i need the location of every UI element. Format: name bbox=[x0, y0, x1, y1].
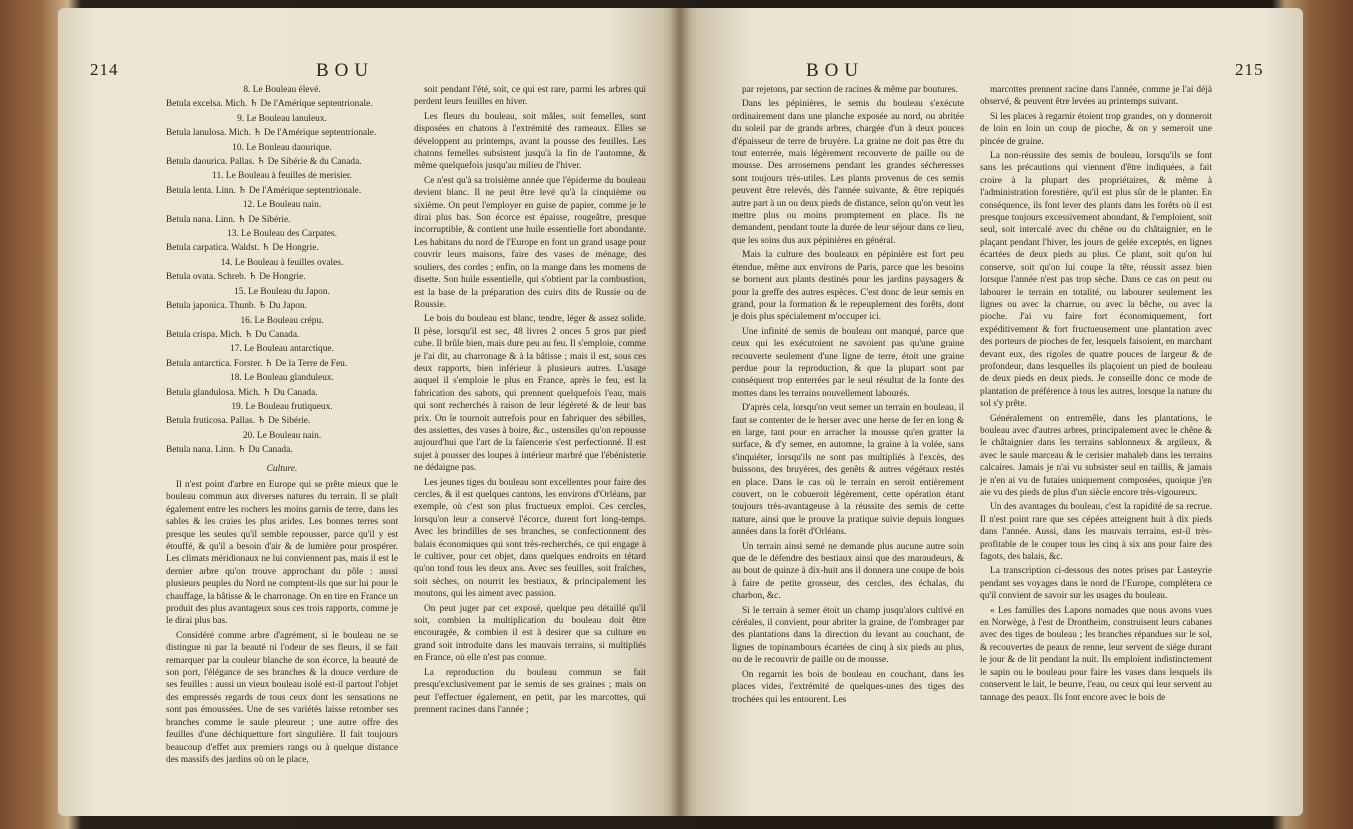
species-entry: Betula crispa. Mich. ♄ Du Canada. bbox=[166, 329, 300, 340]
species-entry: Betula nana. Linn. ♄ Du Canada. bbox=[166, 445, 293, 456]
paragraph: Le bois du bouleau est blanc, tendre, léger & assez solide. Il pèse, lorsqu'il est sec, 48 livres 2 onces 5 gros par pied cube. Il brûle bien, mais dure peu au feu. Il s'emploie, comme je l'ai dit, au charronage & à la bâtisse ; mais il est, sous ces deux rapports, bien inférieur à plusieurs autres. L'usage auquel il s'emploie le plus en France, après le feu, est la fabrication des sabots, qui prennent quelquefois l'eau, mais qui sont recherchés à raison de leur légèreté & de leur bas prix. On le tournoit autrefois pour en fabriquer des sébilles, des assiettes, des vases à boire, &c., ustensiles qu'on repousse aujourd'hui que l'art de la faïencerie s'est perfectionné. Il est sujet à pousser des loupes à intérieur marbré que l'ébénisterie ne dédaigne pas. bbox=[414, 314, 646, 474]
species-entry: Betula excelsa. Mich. ♄ De l'Amérique septentrionale. bbox=[166, 99, 373, 110]
paragraph: On peut juger par cet exposé, quelque peu détaillé qu'il soit, combien la multiplication du bouleau doit être encouragée, & combien il est à desirer que sa culture en grand soit introduite dans les mauvais terrains, si multipliés en France, où elle n'est pas connue. bbox=[414, 603, 646, 664]
left-column-1 bbox=[166, 84, 398, 768]
paragraph: par rejetons, par section de racines & même par boutures. bbox=[742, 85, 958, 95]
species-entry: Betula carpatica. Waldst. ♄ De Hongrie. bbox=[166, 243, 319, 254]
species-entry: Betula lenta. Linn. ♄ De l'Amérique septentrionale. bbox=[166, 185, 362, 196]
species-entry: 8. Le Bouleau élevé. bbox=[243, 85, 321, 95]
species-entry: 11. Le Bouleau à feuilles de merisier. bbox=[212, 171, 352, 182]
book-gutter bbox=[670, 8, 690, 816]
right-running-title: BOU bbox=[806, 60, 865, 81]
species-entry: 15. Le Bouleau du Japon. bbox=[234, 286, 330, 297]
species-entry: 17. Le Bouleau antarctique. bbox=[230, 344, 334, 355]
species-entry: 16. Le Bouleau crépu. bbox=[240, 315, 324, 326]
paragraph: Mais la culture des bouleaux en pépinière est fort peu étendue, même aux environs de Paris, parce que les besoins se bornent aux plants destinés pour les jardins paysagers & pour la greffe des autres espèces. C'est donc de leur semis en grand, pour la formation & le repeuplement des forêts, dont je dois plus spécialement m'occuper ici. bbox=[732, 250, 964, 323]
species-entry: Betula antarctica. Forster. ♄ De la Terre de Feu. bbox=[166, 358, 348, 369]
section-heading: Culture. bbox=[266, 463, 298, 474]
paragraph: marcottes prennent racine dans l'année, comme je l'ai déjà observé, & peuvent être levées au printemps suivant. bbox=[980, 85, 1212, 108]
species-entry: 18. Le Bouleau glanduleux. bbox=[230, 373, 334, 384]
right-page bbox=[680, 8, 1303, 816]
paragraph: Si le terrain à semer étoit un champ jusqu'alors cultivé en céréales, il convient, pour abriter la graine, de l'ombrager par des plantations dans la direction du levant au couchant, de lignes de topinambours écartées de cinq à six pieds au plus, ou de le recouvrir de paille ou de mousse. bbox=[732, 605, 964, 666]
paragraph: Un des avantages du bouleau, c'est la rapidité de sa recrue. Il n'est point rare que ses cépées atteignent huit à dix pieds dans l'année. Aussi, dans les mauvais terrains, est-il très-profitable de le couper tous les cinq à six ans pour faire des fagots, des balais, &c. bbox=[980, 502, 1212, 563]
species-entry: 19. Le Bouleau frutiqueux. bbox=[231, 401, 333, 412]
left-page bbox=[58, 8, 680, 816]
paragraph: « Les familles des Lapons nomades que nous avons vues en Norwège, à l'est de Drontheim, construisent leurs cabanes avec des tiges de bouleau ; les branches répandues sur le sol, & recouvertes de peaux de renne, leur servent de siége durant le jour & de lit pendant la nuit. Ils emploient indistinctement le sapin ou le bouleau pour faire les vases dans lesquels ils conservent le lait, le beurre, l'eau, ou ceux qui leur servent au tannage des peaux. Ils font encore avec le bois de bbox=[980, 605, 1212, 703]
book-spread bbox=[58, 8, 1303, 816]
left-column-2 bbox=[414, 84, 646, 718]
species-entry: 20. Le Bouleau nain. bbox=[242, 430, 322, 441]
species-entry: 13. Le Bouleau des Carpates. bbox=[227, 229, 337, 240]
species-entry: Betula fruticosa. Pallas. ♄ De Sibérie. bbox=[166, 416, 311, 427]
right-column-2 bbox=[980, 84, 1212, 706]
paragraph: Un terrain ainsi semé ne demande plus aucune autre soin que de le défendre des bestiaux ainsi que des maraudeurs, & au bout de quinze à dix-huit ans il donnera une coupe de bois à faire de petite grosseur, des cercles, des échalas, du charbon, &c. bbox=[732, 541, 964, 602]
paragraph: Les jeunes tiges du bouleau sont excellentes pour faire des cercles, & il est quelques cantons, les environs d'Orléans, par exemple, où c'est son plus fructueux emploi. Ces cercles, lorsqu'on leur a conservé l'écorce, durent fort long-temps. Avec les brindilles de ses branches, se confectionnent des balais économiques qui sont très-recherchés, ce qui engage à le cultiver, pour cet objet, dans quelques endroits en tétard qu'on tond tous les deux ans. Avec ses feuilles, soit fraîches, soit sèches, on nourrit les bestiaux, & principalement les moutons, qui les aiment avec passion. bbox=[414, 477, 646, 600]
paragraph: Il n'est point d'arbre en Europe qui se prête mieux que le bouleau commun aux diverses natures du terrain. Il se plaît également entre les rochers les moins garnis de terre, dans les sables & les craies les plus arides. Les bonnes terres sont presque les seules qu'il semble repousser, parce qu'il y est étouffé, & qu'il a besoin d'air & de lumière pour prospérer. Les climats méridionaux ne lui conviennent pas, mais il est le dernier arbre qu'on trouve approchant du pôle : aussi plusieurs peuples du Nord ne comptent-ils que sur lui pour le chauffage, la bâtisse & le charronage. On en tire en France un produit des plus avantageux sous ces trois rapports, comme je le dirai plus bas. bbox=[166, 479, 398, 627]
paragraph: Généralement on entremêle, dans les plantations, le bouleau avec d'autres arbres, principalement avec le chêne & le châtaignier dans les terrains sablonneux & argileux, & avec le saule marceau & le cerisier mahaleb dans les terrains calcaires. Jamais je n'ai vu subsister seul en taillis, & jamais je n'en ai vu de futaies uniquement composées, quoique j'en aie vu des pieds de plus d'un siècle encore très-vigoureux. bbox=[980, 413, 1212, 498]
right-column-1 bbox=[732, 84, 964, 708]
species-entry: Betula ovata. Schreb. ♄ De Hongrie. bbox=[166, 272, 306, 283]
species-entry: Betula japonica. Thunb. ♄ Du Japon. bbox=[166, 301, 308, 312]
right-page-number: 215 bbox=[1235, 60, 1264, 79]
left-page-number: 214 bbox=[90, 60, 119, 79]
paragraph: Les fleurs du bouleau, soit mâles, soit femelles, sont disposées en chatons à l'extrémité des rameaux. Elles se développent au printemps, avant la pousse des feuilles. Les chatons femelles subsistent jusqu'à la fin de l'automne, & même quelquefois jusqu'au milieu de l'hiver. bbox=[414, 111, 646, 172]
paragraph: La non-réussite des semis de bouleau, lorsqu'ils se font sans les précautions qui viennent d'être indiquées, a fait croire à la plupart des propriétaires, & même à l'administration forestière, qu'il est plus sûr de le planter. En conséquence, ils font lever des plants dans les forêts où il est presque toujours excessivement abondant, & l'emploient, soit seul, soit intercalé avec du chêne ou du châtaignier, en le plaçant pendant l'hiver, les jours de gelée exceptés, en lignes écartées de deux pieds au plus. Ce plant, soit qu'on lui conserve, soit qu'on lui coupe la tête, réussit assez bien lorsque l'année n'est pas trop sèche. Dans ce cas on peut ou labourer le terrain en totalité, ou labourer seulement les lignes ou avec la charrue, ou avec la bêche, ou avec la pioche. J'ai vu faire fort économiquement, fort expéditivement & fort fructueusement une plantation avec des porteurs de pioches de fer, lesquels faisoient, en marchant devant eux, des rigoles de quatre pouces de largeur & de profondeur, dans lesquelles ils plaçoient un pied de bouleau de deux pieds en deux pieds. Je conseille donc ce mode de plantation de préférence à tous les autres, lorsque la nature du sol s'y prête. bbox=[980, 151, 1212, 410]
paragraph: soit pendant l'été, soit, ce qui est rare, parmi les arbres qui perdent leurs feuilles en hiver. bbox=[414, 85, 646, 108]
species-entry: 10. Le Bouleau daourique. bbox=[232, 142, 332, 153]
species-entry: Betula glandulosa. Mich. ♄ Du Canada. bbox=[166, 387, 318, 398]
species-entry: 14. Le Bouleau à feuilles ovales. bbox=[220, 257, 344, 268]
paragraph: On regarnit les bois de bouleau en couchant, dans les places vides, l'extrémité de quelques-unes des tiges des trochées qui les entourent. Les bbox=[732, 669, 964, 705]
paragraph: Une infinité de semis de bouleau ont manqué, parce que ceux qui les exécutoient ne savoient pas qu'une graine recouverte seulement d'une ligne de terre, étoit une graine perdue pour la reproduction, & que la plupart sont par conséquent trop enterrées par le seul résultat de la fonte des mottes dans les terrains nouvellement labourés. bbox=[732, 326, 964, 399]
paragraph: La reproduction du bouleau commun se fait presqu'exclusivement par le semis de ses graines ; mais on peut l'effectuer également, en petit, par les marcottes, qui prennent racines dans l'année ; bbox=[414, 667, 646, 715]
species-entry: 12. Le Bouleau nain. bbox=[242, 200, 322, 211]
paragraph: Considéré comme arbre d'agrément, si le bouleau ne se distingue ni par la beauté ni l'odeur de ses fleurs, il se fait remarquer par la couleur blanche de son écorce, la beauté de son port, l'élégance de ses branches & la douce verdure de ses feuilles : aussi un vieux bouleau isolé est-il partout l'objet des empressés regards de tous ceux dont les sensations ne sont pas émoussées. Une de ses variétés laisse retomber ses branches comme le saule pleureur ; une autre offre des feuilles d'une déchiquetture fort singulière. Il fait toujours beaucoup d'effet aux premiers rangs ou à quelque distance des massifs des jardins où on le place, bbox=[166, 630, 398, 765]
species-entry: 9. Le Bouleau lanuleux. bbox=[237, 113, 327, 124]
paragraph: Si les places à regarnir étoient trop grandes, on y donneroit de loin en loin un coup de pioche, & on y semeroit une pincée de graine. bbox=[980, 111, 1212, 147]
paragraph: Dans les pépinières, le semis du bouleau s'exécute ordinairement dans une planche exposée au nord, ou abritée du soleil par de grands arbres, chargée d'un à deux pouces d'épaisseur de terre de bruyère. La graine ne doit pas être du tout enterrée, mais légèrement recouverte de paille ou de mousse. Des arrosemens pendant les grandes sécheresses sont toujours très-utiles. Les plants provenus de ces semis peuvent être relevés, dès l'année suivante, & être repiqués autre part à un ou deux pieds de distance, selon qu'on veut les mettre plus ou moins promptement en place. Ils ne demandent, pendant toute la durée de leur séjour dans ce lieu, que les soins dus aux pépinières en général. bbox=[732, 99, 964, 246]
species-entry: Betula nana. Linn. ♄ De Sibérie. bbox=[166, 214, 291, 225]
paragraph: Ce n'est qu'à sa troisième année que l'épiderme du bouleau devient blanc. Il ne peut être levé qu'à la cinquième ou sixième. On peut l'employer en guise de papier, comme je le dirai plus bas. Son écorce est épaisse, rougeâtre, presque incorruptible, & contient une huile essentielle fort abondante. Les habitans du nord de l'Europe en font un grand usage pour couvrir leurs maisons, faire des vases de ménage, des souliers, des cordes ; enfin, on la mange dans les momens de disette. Son huile essentielle, qui s'obtient par la combustion, est la base de la préparation des cuirs dits de Russie ou de Roussie. bbox=[414, 175, 646, 310]
paragraph: D'après cela, lorsqu'on veut semer un terrain en bouleau, il faut se contenter de le herser avec une herse de fer en long & en large, tant pour en arracher la mousse qu'en gratter la surface, & d'y semer, en automne, la graine à la volée, sans s'inquiéter, lorsqu'ils ne sont pas multipliés à l'excès, des buissons, des bruyères, des genêts & autres végétaux restés en place. Dans le cas où le terrain en seroit entièrement couvert, on le cobueroit légèrement, cette opération étant toujours très-avantageuse à la réussite des semis de cette nature, ainsi que le prouve la pratique suivie depuis longues années dans la forêt d'Orléans. bbox=[732, 403, 964, 538]
species-entry: Betula daourica. Pallas. ♄ De Sibérie & du Canada. bbox=[166, 157, 362, 168]
left-running-title: BOU bbox=[316, 60, 375, 81]
species-entry: Betula lanulosa. Mich. ♄ De l'Amérique septentrionale. bbox=[166, 128, 377, 139]
paragraph: La transcription ci-dessous des notes prises par Lasteyrie pendant ses voyages dans le nord de l'Europe, complétera ce qu'il convient de savoir sur les usages du bouleau. bbox=[980, 566, 1212, 602]
